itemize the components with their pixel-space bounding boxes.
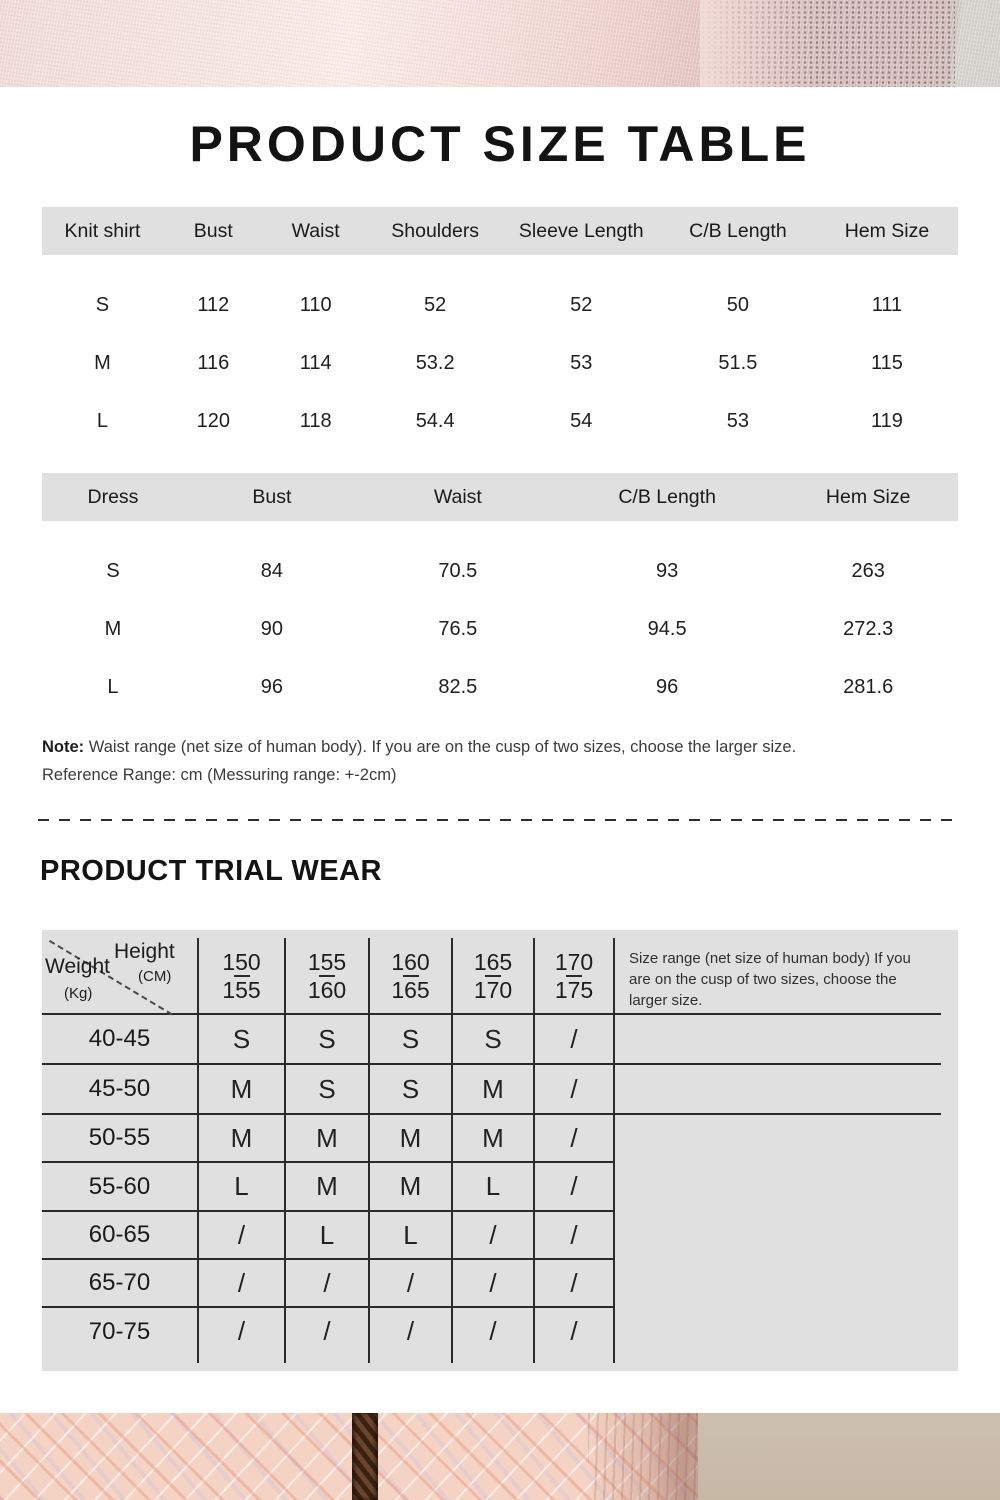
table-cell: 76.5 xyxy=(438,617,478,640)
column-header: Bust xyxy=(193,219,233,242)
spacer-cell xyxy=(284,1355,368,1363)
height-unit: (CM) xyxy=(138,968,172,985)
trial-grid xyxy=(42,938,958,1363)
size-cell: / xyxy=(451,1308,533,1355)
table-cell: 119 xyxy=(871,409,903,432)
column-header: Waist xyxy=(291,219,340,242)
note-line xyxy=(42,733,796,761)
range-from: 150 xyxy=(222,948,261,975)
table-row xyxy=(42,276,958,334)
size-cell: L xyxy=(451,1163,533,1212)
braided-cord xyxy=(352,1413,378,1500)
table-cell: 51.5 xyxy=(718,351,758,374)
spacer-cell xyxy=(533,1355,613,1363)
size-label: M xyxy=(104,617,122,640)
table-cell: 54.4 xyxy=(415,409,455,432)
table-cell: 118 xyxy=(299,409,332,432)
corner-cell xyxy=(42,938,197,1015)
range-to: 155 xyxy=(222,976,261,1003)
weight-range: 45-50 xyxy=(42,1065,197,1115)
range-from: 160 xyxy=(391,948,430,975)
table-cell: 96 xyxy=(260,675,284,698)
height-label: Height xyxy=(114,940,175,963)
range-to: 175 xyxy=(554,976,594,1003)
table-cell: 114 xyxy=(299,351,332,374)
table-cell: 112 xyxy=(197,293,230,316)
note-label: Note: xyxy=(42,738,85,756)
filler-cell xyxy=(613,1260,958,1308)
table-cell: 50 xyxy=(726,293,750,316)
spacer-cell xyxy=(197,1355,284,1363)
table-cell: 120 xyxy=(196,409,230,432)
range-to: 170 xyxy=(473,976,513,1003)
table-cell: 263 xyxy=(851,559,885,582)
size-cell: M xyxy=(197,1065,284,1115)
size-cell: / xyxy=(533,1308,613,1355)
filler-cell xyxy=(613,1065,941,1115)
table-row xyxy=(42,392,958,450)
range-to: 165 xyxy=(391,976,430,1003)
weight-range: 40-45 xyxy=(42,1015,197,1065)
height-range-header xyxy=(533,938,613,1015)
column-header: C/B Length xyxy=(689,219,787,242)
table-cell: 53 xyxy=(570,351,593,374)
background-wall xyxy=(698,1413,1000,1500)
range-from: 170 xyxy=(554,948,594,975)
dashed-divider xyxy=(38,819,962,821)
knit-speckles xyxy=(700,0,955,87)
table-cell: 53.2 xyxy=(415,351,455,374)
height-range-header xyxy=(284,938,368,1015)
weight-range: 70-75 xyxy=(88,1317,151,1345)
size-cell: / xyxy=(284,1260,368,1308)
size-cell: M xyxy=(368,1115,451,1163)
size-cell: S xyxy=(197,1015,284,1065)
table-cell: 111 xyxy=(871,293,903,316)
size-cell: M xyxy=(197,1115,284,1163)
weight-unit: (Kg) xyxy=(64,985,93,1002)
column-header: Hem Size xyxy=(825,485,911,508)
table-cell: 84 xyxy=(260,559,284,582)
reference-line: Reference Range: cm (Messuring range: +-2cm) xyxy=(42,766,397,784)
note-text: Waist range (net size of human body). If you are on the cusp of two sizes, choose the larger size. xyxy=(84,738,797,756)
weight-range: 50-55 xyxy=(42,1115,197,1163)
table-cell: 116 xyxy=(197,351,230,374)
product-photo-bottom xyxy=(0,1413,1000,1500)
size-label: L xyxy=(107,675,119,698)
table-cell: 52 xyxy=(424,293,447,316)
size-cell: / xyxy=(368,1308,451,1355)
size-cell: S xyxy=(368,1015,451,1065)
size-cell: / xyxy=(533,1212,613,1260)
range-from: 165 xyxy=(473,948,513,975)
size-label: S xyxy=(106,559,120,582)
size-cell: / xyxy=(451,1260,533,1308)
trial-note: Size range (net size of human body) If you are on the cusp of two sizes, choose the larger size. xyxy=(613,938,941,1015)
table-cell: 70.5 xyxy=(438,559,478,582)
size-cell: / xyxy=(197,1212,284,1260)
table-row xyxy=(42,600,958,658)
table-cell: 281.6 xyxy=(843,675,894,698)
table-body xyxy=(42,542,958,716)
spacer-cell xyxy=(42,1355,197,1363)
column-header: Dress xyxy=(87,485,139,508)
table-cell: 90 xyxy=(260,617,284,640)
range-from: 155 xyxy=(307,948,347,975)
spacer-cell xyxy=(613,1355,958,1363)
filler-cell xyxy=(613,1212,958,1260)
table-row xyxy=(42,658,958,716)
filler-cell xyxy=(613,1163,958,1212)
column-header: Bust xyxy=(252,485,292,508)
garment-edge xyxy=(588,1413,698,1500)
size-cell: / xyxy=(533,1015,613,1065)
size-cell: M xyxy=(284,1163,368,1212)
table-cell: 115 xyxy=(871,351,903,374)
table-header-bar xyxy=(42,207,958,255)
table-row xyxy=(42,334,958,392)
table-cell: 52 xyxy=(570,293,593,316)
size-cell: S xyxy=(451,1015,533,1065)
knit-shirt-size-table xyxy=(42,207,958,450)
table-cell: 94.5 xyxy=(647,617,687,640)
trial-wear-table xyxy=(42,930,958,1371)
size-cell: / xyxy=(284,1308,368,1355)
size-cell: / xyxy=(533,1260,613,1308)
size-cell: M xyxy=(451,1065,533,1115)
range-to: 160 xyxy=(307,976,347,1003)
size-cell: L xyxy=(368,1212,451,1260)
size-cell: S xyxy=(368,1065,451,1115)
size-label: L xyxy=(96,409,109,432)
page-title: PRODUCT SIZE TABLE xyxy=(189,116,811,172)
size-cell: M xyxy=(284,1115,368,1163)
height-range-header xyxy=(451,938,533,1015)
size-cell: / xyxy=(533,1163,613,1212)
size-cell: / xyxy=(451,1212,533,1260)
size-cell: S xyxy=(284,1065,368,1115)
size-cell: M xyxy=(451,1115,533,1163)
table-row xyxy=(42,542,958,600)
size-cell: S xyxy=(284,1015,368,1065)
table-cell: 53 xyxy=(726,409,750,432)
size-cell: / xyxy=(197,1308,284,1355)
size-cell: / xyxy=(368,1260,451,1308)
column-header: Shoulders xyxy=(391,219,480,242)
weight-range: 55-60 xyxy=(42,1163,197,1212)
size-label: S xyxy=(95,293,110,316)
table-cell: 272.3 xyxy=(843,617,894,640)
table-cell: 93 xyxy=(656,559,679,582)
column-header: Sleeve Length xyxy=(518,219,644,242)
weight-range: 65-70 xyxy=(42,1260,197,1308)
column-header: Knit shirt xyxy=(64,219,141,242)
trial-wear-title: PRODUCT TRIAL WEAR xyxy=(40,855,382,887)
weight-range: 60-65 xyxy=(42,1212,197,1260)
weight-label: Weight xyxy=(45,955,110,978)
filler-cell xyxy=(613,1115,958,1163)
height-range-header xyxy=(368,938,451,1015)
dress-size-table xyxy=(42,473,958,716)
size-cell: / xyxy=(533,1115,613,1163)
column-header: C/B Length xyxy=(618,485,716,508)
product-photo-top xyxy=(0,0,1000,87)
size-notes xyxy=(42,733,796,789)
size-cell: L xyxy=(284,1212,368,1260)
table-body xyxy=(42,276,958,450)
size-cell: L xyxy=(197,1163,284,1212)
spacer-cell xyxy=(368,1355,451,1363)
table-cell: 82.5 xyxy=(438,675,478,698)
table-header-bar xyxy=(42,473,958,521)
column-header: Waist xyxy=(433,485,482,508)
size-cell: M xyxy=(368,1163,451,1212)
spacer-cell xyxy=(451,1355,533,1363)
column-header: Hem Size xyxy=(844,219,930,242)
filler-cell xyxy=(613,1308,958,1355)
filler-cell xyxy=(613,1015,941,1065)
height-range-header xyxy=(197,938,284,1015)
table-cell: 110 xyxy=(299,293,332,316)
size-cell: / xyxy=(197,1260,284,1308)
size-cell: / xyxy=(533,1065,613,1115)
table-cell: 54 xyxy=(570,409,593,432)
size-label: M xyxy=(94,351,111,374)
table-cell: 96 xyxy=(656,675,679,698)
